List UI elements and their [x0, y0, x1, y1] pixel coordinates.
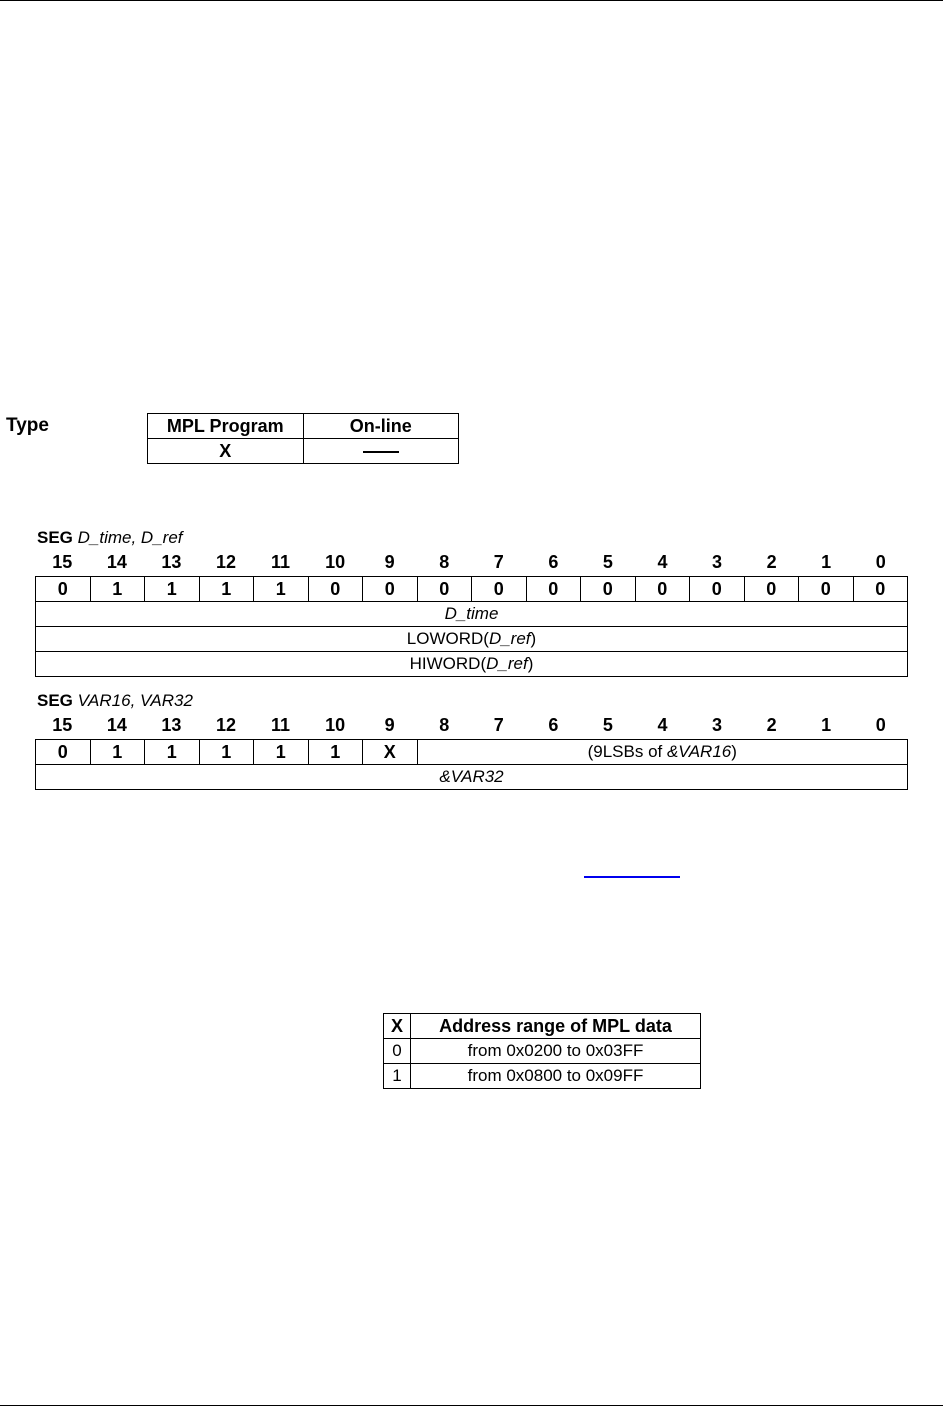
seg2-word-var32: &VAR32: [36, 765, 908, 790]
seg2-bit-number: 12: [215, 715, 236, 735]
seg2-bit-cell: 0: [36, 740, 91, 765]
seg1-bit-number: 12: [215, 552, 236, 572]
seg1-bit-number: 9: [384, 552, 395, 572]
seg1-bit-number: 13: [161, 552, 182, 572]
seg2-bit-number: 1: [821, 715, 832, 735]
seg1-bit-number: 8: [439, 552, 450, 572]
addr-row-x: 1: [384, 1064, 411, 1089]
seg2-bit-cell: 1: [254, 740, 309, 765]
addr-header-range: Address range of MPL data: [411, 1014, 701, 1039]
seg1-bit-cell: 0: [635, 577, 690, 602]
seg1-bit-cell: 0: [799, 577, 854, 602]
type-table: [147, 413, 459, 464]
seg1-bit-cell: 0: [690, 577, 745, 602]
seg2-bit-cell: 1: [199, 740, 254, 765]
addr-header-x: X: [384, 1014, 411, 1039]
seg1-bit-number: 4: [657, 552, 668, 572]
seg1-title: [37, 528, 183, 548]
seg1-hiword-close: ): [527, 654, 534, 673]
seg1-hiword-fn: HIWORD(: [409, 654, 487, 673]
seg2-bit-number: 3: [712, 715, 723, 735]
seg1-bit-number: 1: [821, 552, 832, 572]
seg1-bit-cell: 0: [363, 577, 418, 602]
seg1-bit-cell: 0: [581, 577, 636, 602]
seg1-command: SEG: [37, 528, 73, 547]
seg2-bit-number: 15: [52, 715, 73, 735]
seg2-bit-cell: 1: [145, 740, 200, 765]
seg1-bit-number: 14: [106, 552, 127, 572]
seg2-bit-cell: 1: [308, 740, 363, 765]
seg2-register-table: [35, 739, 908, 790]
seg1-bit-cell: 0: [308, 577, 363, 602]
seg2-bit-number: 9: [384, 715, 395, 735]
seg1-bit-number: 7: [493, 552, 504, 572]
seg2-title: [37, 691, 193, 711]
seg1-bit-cell: 0: [526, 577, 581, 602]
seg1-bit-cell: 1: [199, 577, 254, 602]
seg1-bit-cell: 1: [145, 577, 200, 602]
seg1-bit-number: 6: [548, 552, 559, 572]
seg2-bit-numbers: [35, 715, 908, 736]
seg2-low-field-arg: &VAR16: [666, 742, 732, 761]
seg1-hiword-arg: D_ref: [486, 654, 528, 673]
header-rule: [0, 0, 943, 1]
seg1-bit-cell: 0: [36, 577, 91, 602]
seg2-bit-number: 14: [106, 715, 127, 735]
seg2-bit-cell: 1: [90, 740, 145, 765]
type-value-mpl-program: X: [148, 439, 304, 464]
seg2-args: VAR16, VAR32: [77, 691, 193, 710]
seg2-opcode-row: [36, 740, 908, 765]
seg2-bit-number: 10: [325, 715, 346, 735]
seg1-bit-cell: 1: [90, 577, 145, 602]
seg2-bit-cell: X: [363, 740, 418, 765]
seg1-bit-number: 0: [875, 552, 886, 572]
seg1-register-table: [35, 576, 908, 677]
seg1-bit-number: 2: [766, 552, 777, 572]
seg1-bit-number: 3: [712, 552, 723, 572]
seg2-bit-number: 0: [875, 715, 886, 735]
seg1-loword-fn: LOWORD(: [406, 629, 489, 648]
footer-rule: [0, 1405, 943, 1406]
seg2-low-field-pre: (9LSBs of: [587, 742, 667, 761]
seg2-bit-number: 8: [439, 715, 450, 735]
seg1-word-hiword: [36, 652, 908, 677]
seg2-bit-number: 7: [493, 715, 504, 735]
hyperlink-underline[interactable]: [584, 876, 680, 878]
seg1-word-loword: [36, 627, 908, 652]
seg2-low-field: [417, 740, 908, 765]
seg2-bit-number: 4: [657, 715, 668, 735]
seg1-args: D_time, D_ref: [77, 528, 183, 547]
seg1-word-dtime: D_time: [36, 602, 908, 627]
seg2-bit-number: 11: [271, 715, 291, 735]
seg1-loword-close: ): [530, 629, 537, 648]
type-label: Type: [6, 415, 49, 436]
addr-row-x: 0: [384, 1039, 411, 1064]
addr-row-range: from 0x0800 to 0x09FF: [411, 1064, 701, 1089]
seg1-bit-cell: 0: [744, 577, 799, 602]
seg1-bit-cell: 1: [254, 577, 309, 602]
seg1-bit-cell: 0: [417, 577, 472, 602]
address-range-table: [383, 1013, 701, 1089]
seg2-bit-number: 5: [602, 715, 613, 735]
seg1-bit-number: 5: [602, 552, 613, 572]
addr-row-range: from 0x0200 to 0x03FF: [411, 1039, 701, 1064]
dash-glyph: [363, 451, 399, 453]
seg1-bit-cell: 0: [853, 577, 908, 602]
seg1-bit-number: 15: [52, 552, 73, 572]
type-value-online: [303, 439, 459, 464]
seg1-bit-cell: 0: [472, 577, 527, 602]
seg2-bit-number: 13: [161, 715, 182, 735]
seg1-bit-number: 10: [325, 552, 346, 572]
seg2-command: SEG: [37, 691, 73, 710]
seg1-opcode-row: [36, 577, 908, 602]
seg1-bit-numbers: [35, 552, 908, 573]
type-column-online: On-line: [303, 414, 459, 439]
seg2-bit-number: 6: [548, 715, 559, 735]
seg2-bit-number: 2: [766, 715, 777, 735]
seg1-loword-arg: D_ref: [488, 629, 531, 648]
seg1-bit-number: 11: [271, 552, 291, 572]
seg2-low-field-post: ): [731, 742, 737, 761]
type-column-mpl-program: MPL Program: [148, 414, 304, 439]
